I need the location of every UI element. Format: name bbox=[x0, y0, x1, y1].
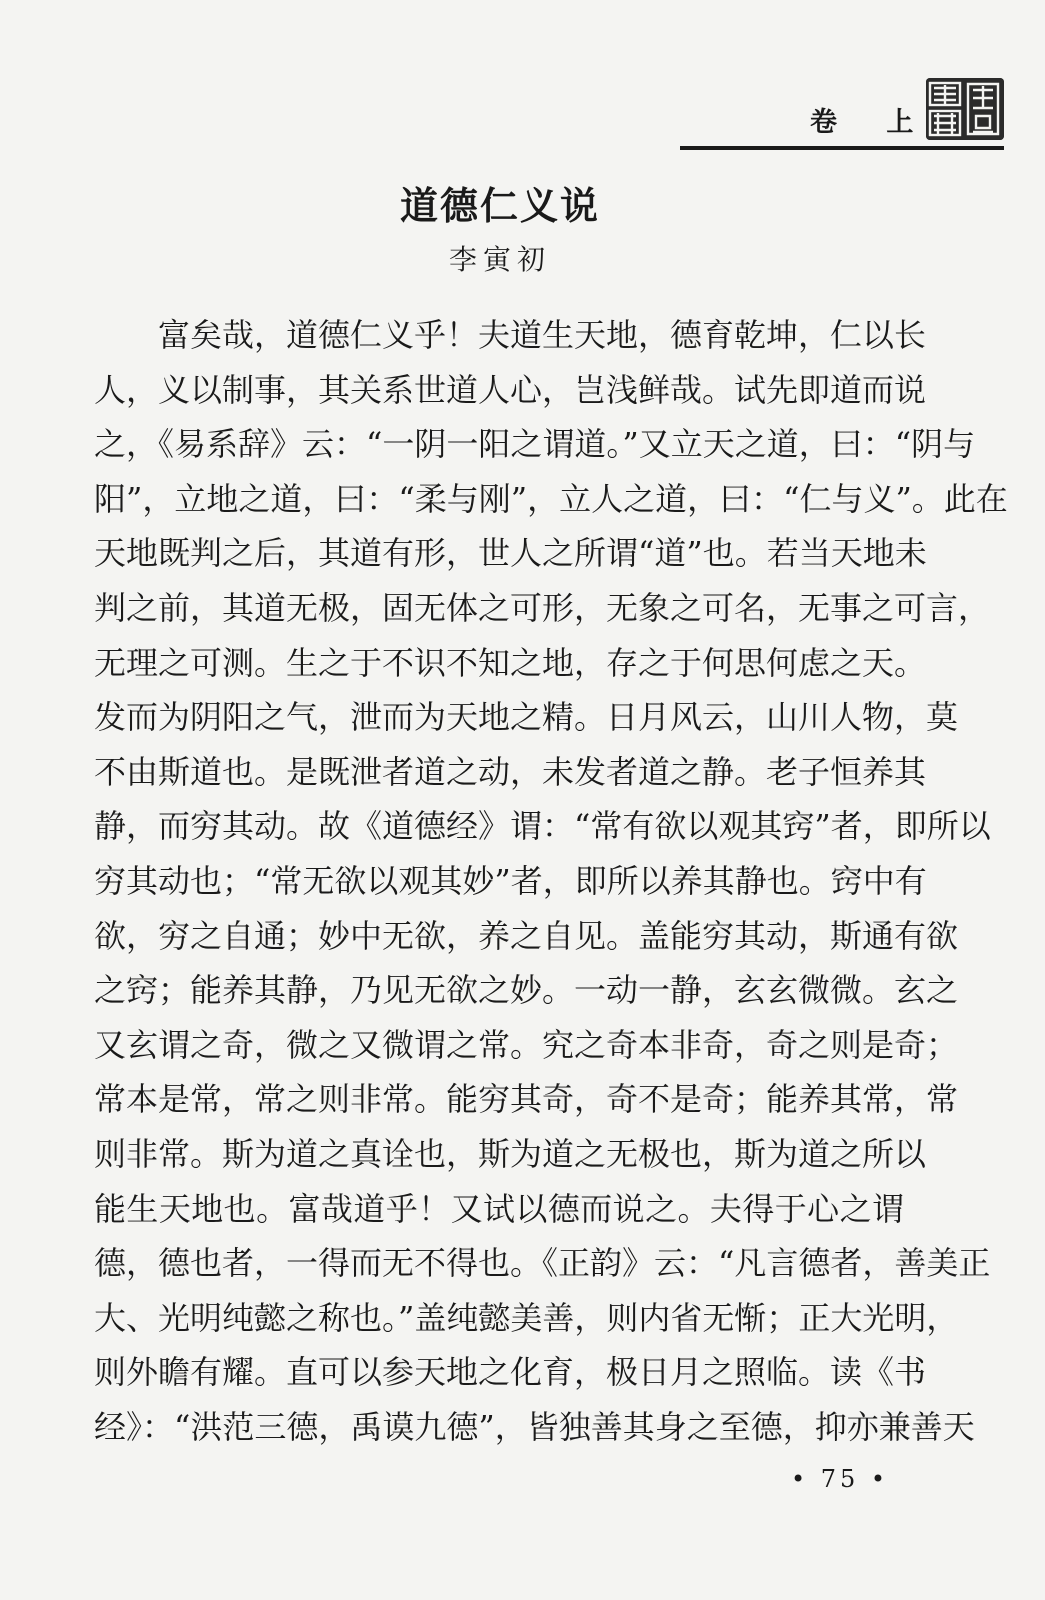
text-line: 富矣哉，道德仁义乎！夫道生天地，德育乾坤，仁以长 bbox=[158, 316, 927, 354]
seal-stamp-icon bbox=[926, 78, 1004, 140]
text-line: 经》：“洪范三德，禹谟九德”，皆独善其身之至德，抑亦兼善天 bbox=[94, 1407, 975, 1446]
text-line: 判之前，其道无极，固无体之可形，无象之可名，无事之可言， bbox=[94, 588, 991, 627]
text-line: 静，而穷其动。故《道德经》谓：“常有欲以观其窍”者，即所以 bbox=[94, 807, 991, 846]
article-author: 李寅初 bbox=[448, 243, 551, 276]
header-divider bbox=[680, 146, 1004, 150]
text-line: 穷其动也；“常无欲以观其妙”者，即所以养其静也。窍中有 bbox=[94, 861, 927, 900]
page-number: • 75 • bbox=[790, 1465, 890, 1493]
text-line: 德，德也者，一得而无不得也。《正韵》云：“凡言德者，善美正 bbox=[94, 1244, 991, 1283]
text-line: 不由斯道也。是既泄者道之动，未发者道之静。老子恒养其 bbox=[94, 752, 927, 791]
text-line: 欲，穷之自通；妙中无欲，养之自见。盖能穷其动，斯通有欲 bbox=[94, 916, 959, 955]
text-line: 人，义以制事，其关系世道人心，岂浅鲜哉。试先即道而说 bbox=[94, 370, 927, 409]
text-line: 发而为阴阳之气，泄而为天地之精。日月风云，山川人物，莫 bbox=[94, 698, 959, 737]
text-line: 大、光明纯懿之称也。”盖纯懿美善，则内省无惭；正大光明， bbox=[94, 1298, 959, 1337]
text-line: 之窍；能养其静，乃见无欲之妙。一动一静，玄玄微微。玄之 bbox=[94, 971, 959, 1010]
text-line: 又玄谓之奇，微之又微谓之常。究之奇本非奇，奇之则是奇； bbox=[94, 1025, 959, 1064]
text-line: 无理之可测。生之于不识不知之地，存之于何思何虑之天。 bbox=[94, 643, 927, 682]
text-line: 则外瞻有耀。直可以参天地之化育，极日月之照临。读《书 bbox=[94, 1353, 927, 1392]
text-line: 则非常。斯为道之真诠也，斯为道之无极也，斯为道之所以 bbox=[94, 1134, 927, 1173]
article-body bbox=[94, 308, 1008, 1454]
text-line: 常本是常，常之则非常。能穷其奇，奇不是奇；能养其常，常 bbox=[94, 1080, 959, 1119]
text-line: 能生天地也。富哉道乎！又试以德而说之。夫得于心之谓 bbox=[94, 1189, 904, 1228]
text-line: 之，《易系辞》云：“一阴一阳之谓道。”又立天之道，曰：“阴与 bbox=[94, 425, 976, 464]
text-line: 阳”，立地之道，曰：“柔与刚”，立人之道，曰：“仁与义”。此在 bbox=[94, 479, 1008, 518]
text-line: 天地既判之后，其道有形，世人之所谓“道”也。若当天地未 bbox=[94, 534, 927, 573]
article-title: 道德仁义说 bbox=[399, 184, 600, 228]
section-label: 卷 上 bbox=[810, 107, 934, 138]
